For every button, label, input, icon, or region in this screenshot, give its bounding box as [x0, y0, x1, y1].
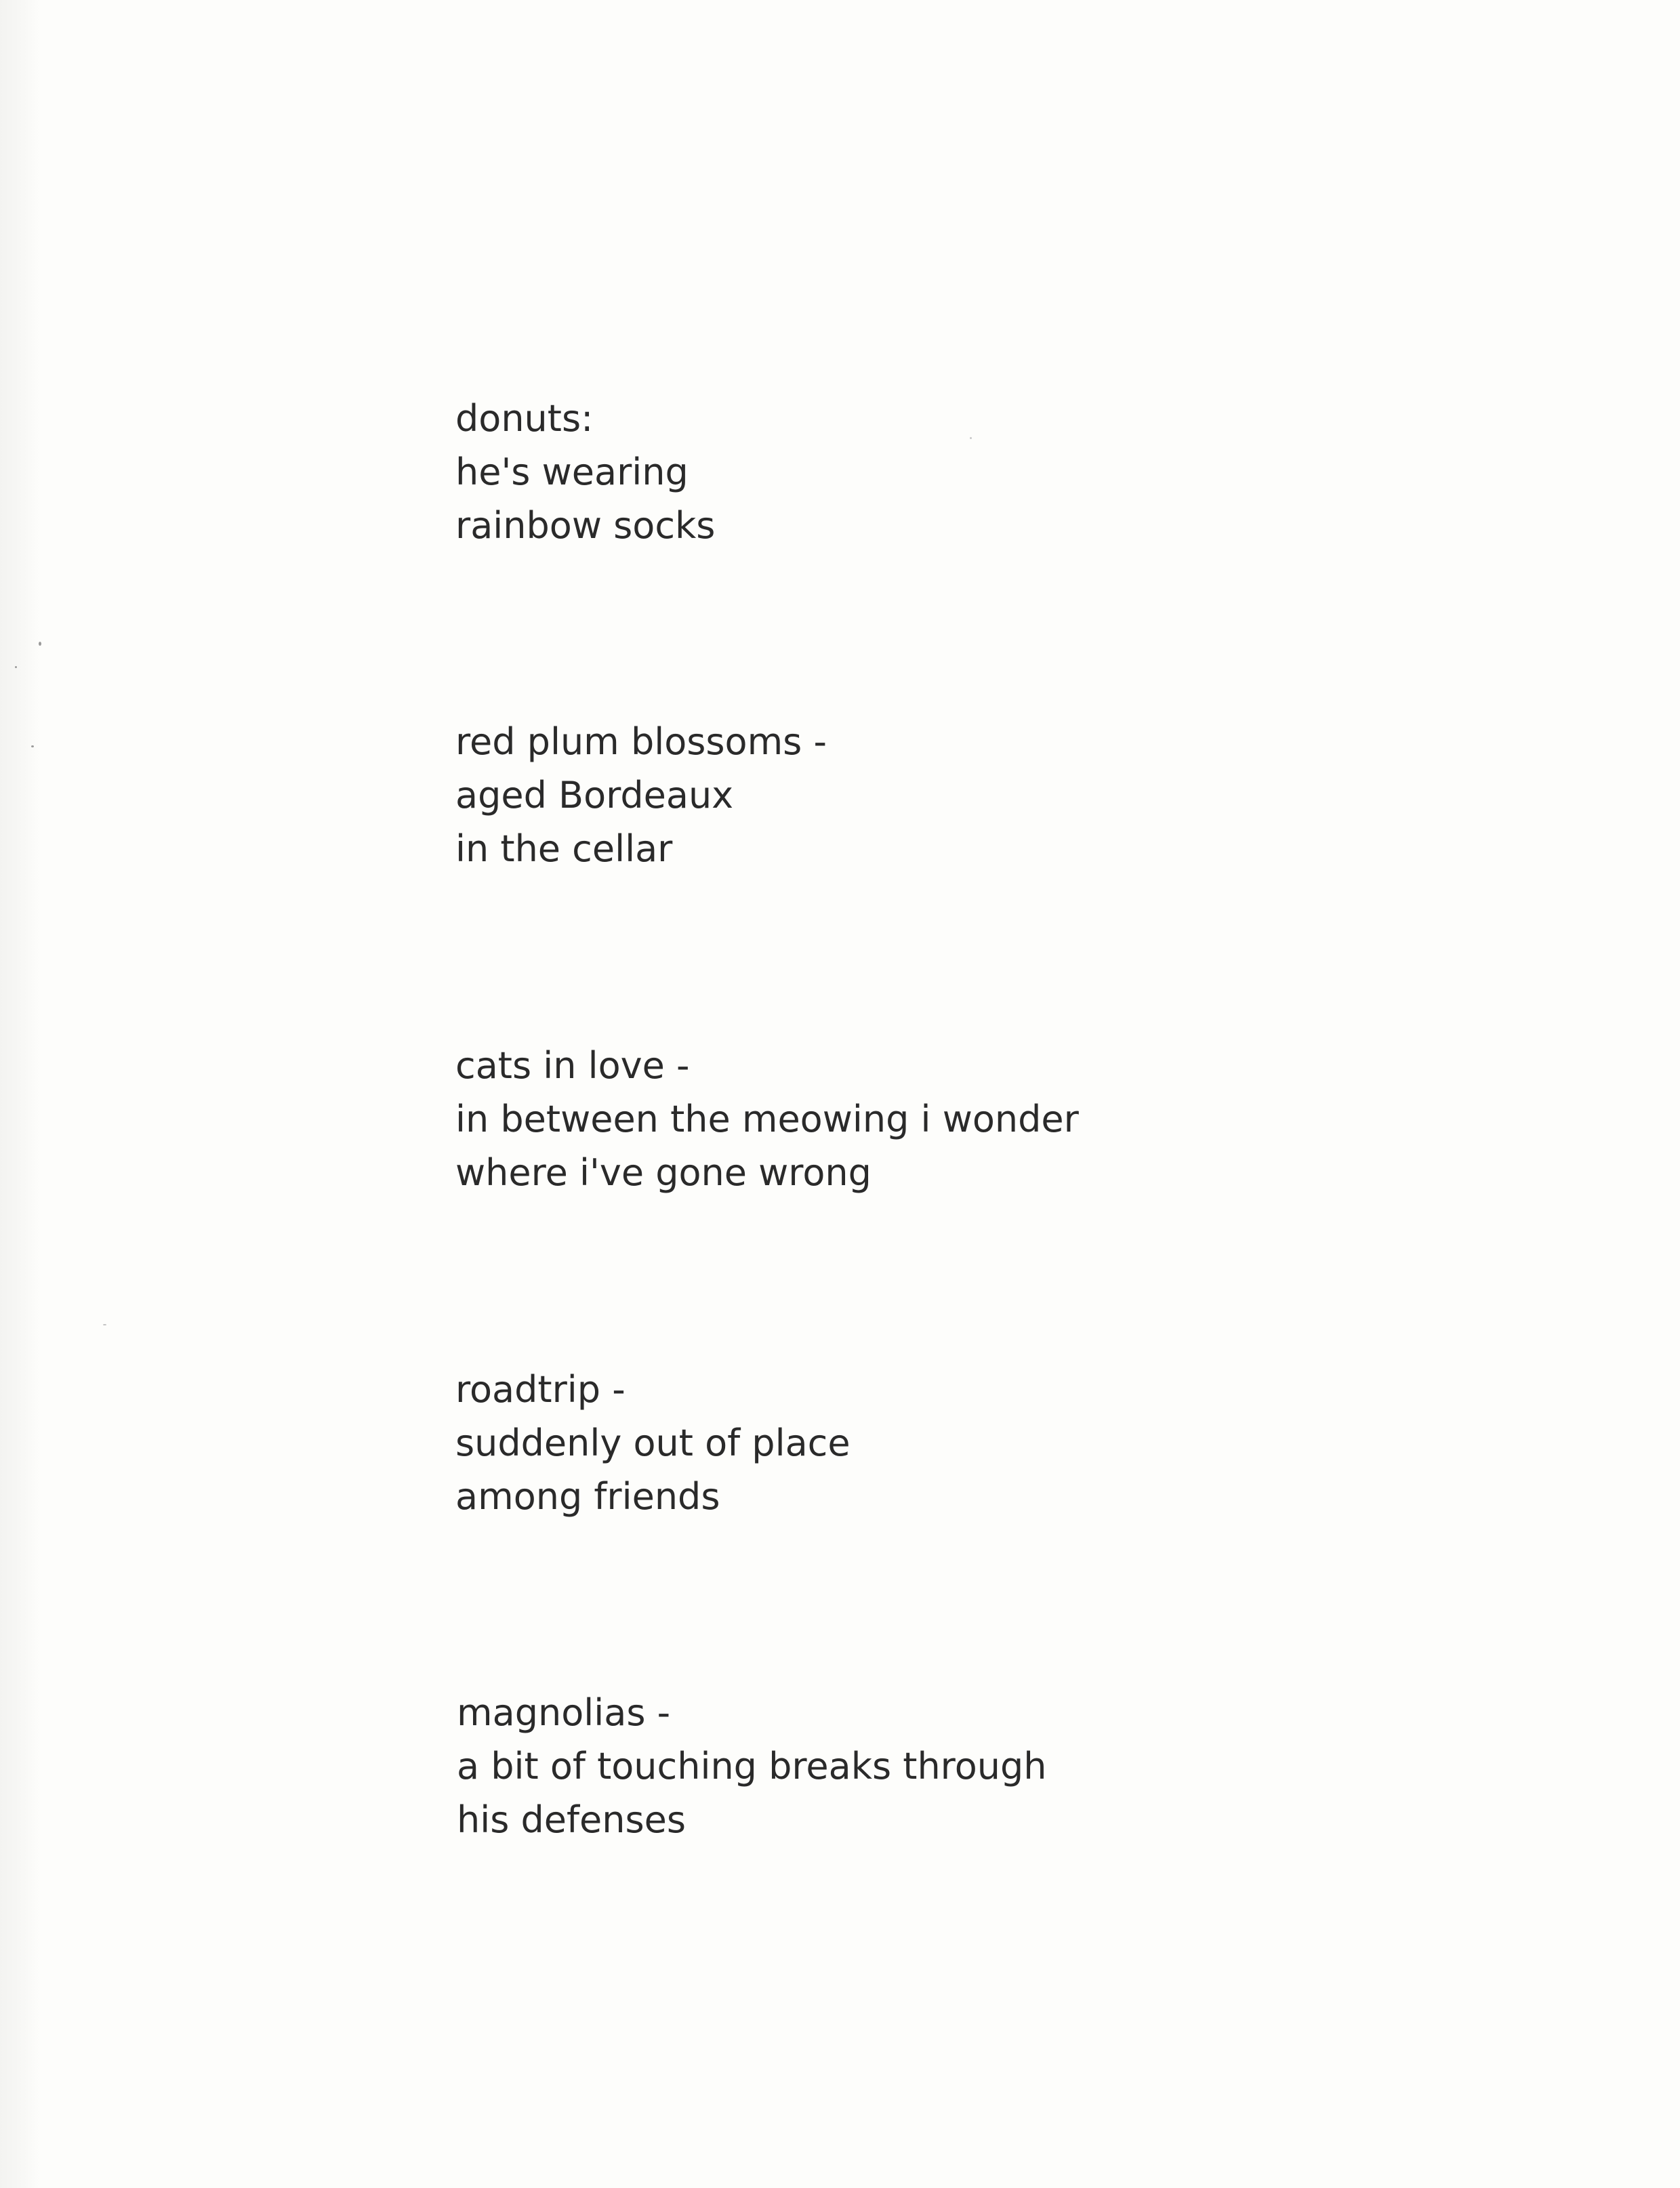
scan-speck [970, 437, 972, 439]
poem-line: suddenly out of place [455, 1422, 851, 1464]
poem-line: in the cellar [455, 827, 673, 870]
haiku-donuts [455, 392, 715, 552]
haiku-magnolias [457, 1686, 1046, 1846]
poem-line: magnolias - [457, 1691, 671, 1734]
scan-edge-shadow [0, 0, 39, 2188]
poem-line: roadtrip - [455, 1368, 626, 1411]
poem-line: rainbow socks [455, 504, 716, 547]
poem-line: donuts: [455, 397, 594, 440]
poem-line: in between the meowing i wonder [455, 1098, 1079, 1140]
scan-speck [15, 666, 17, 668]
poem-line: among friends [455, 1475, 720, 1518]
poem-line: a bit of touching breaks through [457, 1745, 1047, 1788]
haiku-red-plum-blossoms [455, 715, 827, 875]
scan-speck [39, 642, 41, 646]
haiku-roadtrip [455, 1363, 851, 1523]
scan-speck [31, 745, 34, 747]
poem-line: his defenses [457, 1798, 686, 1841]
poem-line: where i've gone wrong [455, 1151, 872, 1194]
haiku-cats-in-love [455, 1039, 1079, 1199]
scan-speck [103, 1324, 106, 1325]
poem-line: red plum blossoms - [455, 720, 827, 763]
poem-line: aged Bordeaux [455, 774, 734, 817]
poem-line: cats in love - [455, 1044, 690, 1087]
poem-line: he's wearing [455, 451, 689, 493]
